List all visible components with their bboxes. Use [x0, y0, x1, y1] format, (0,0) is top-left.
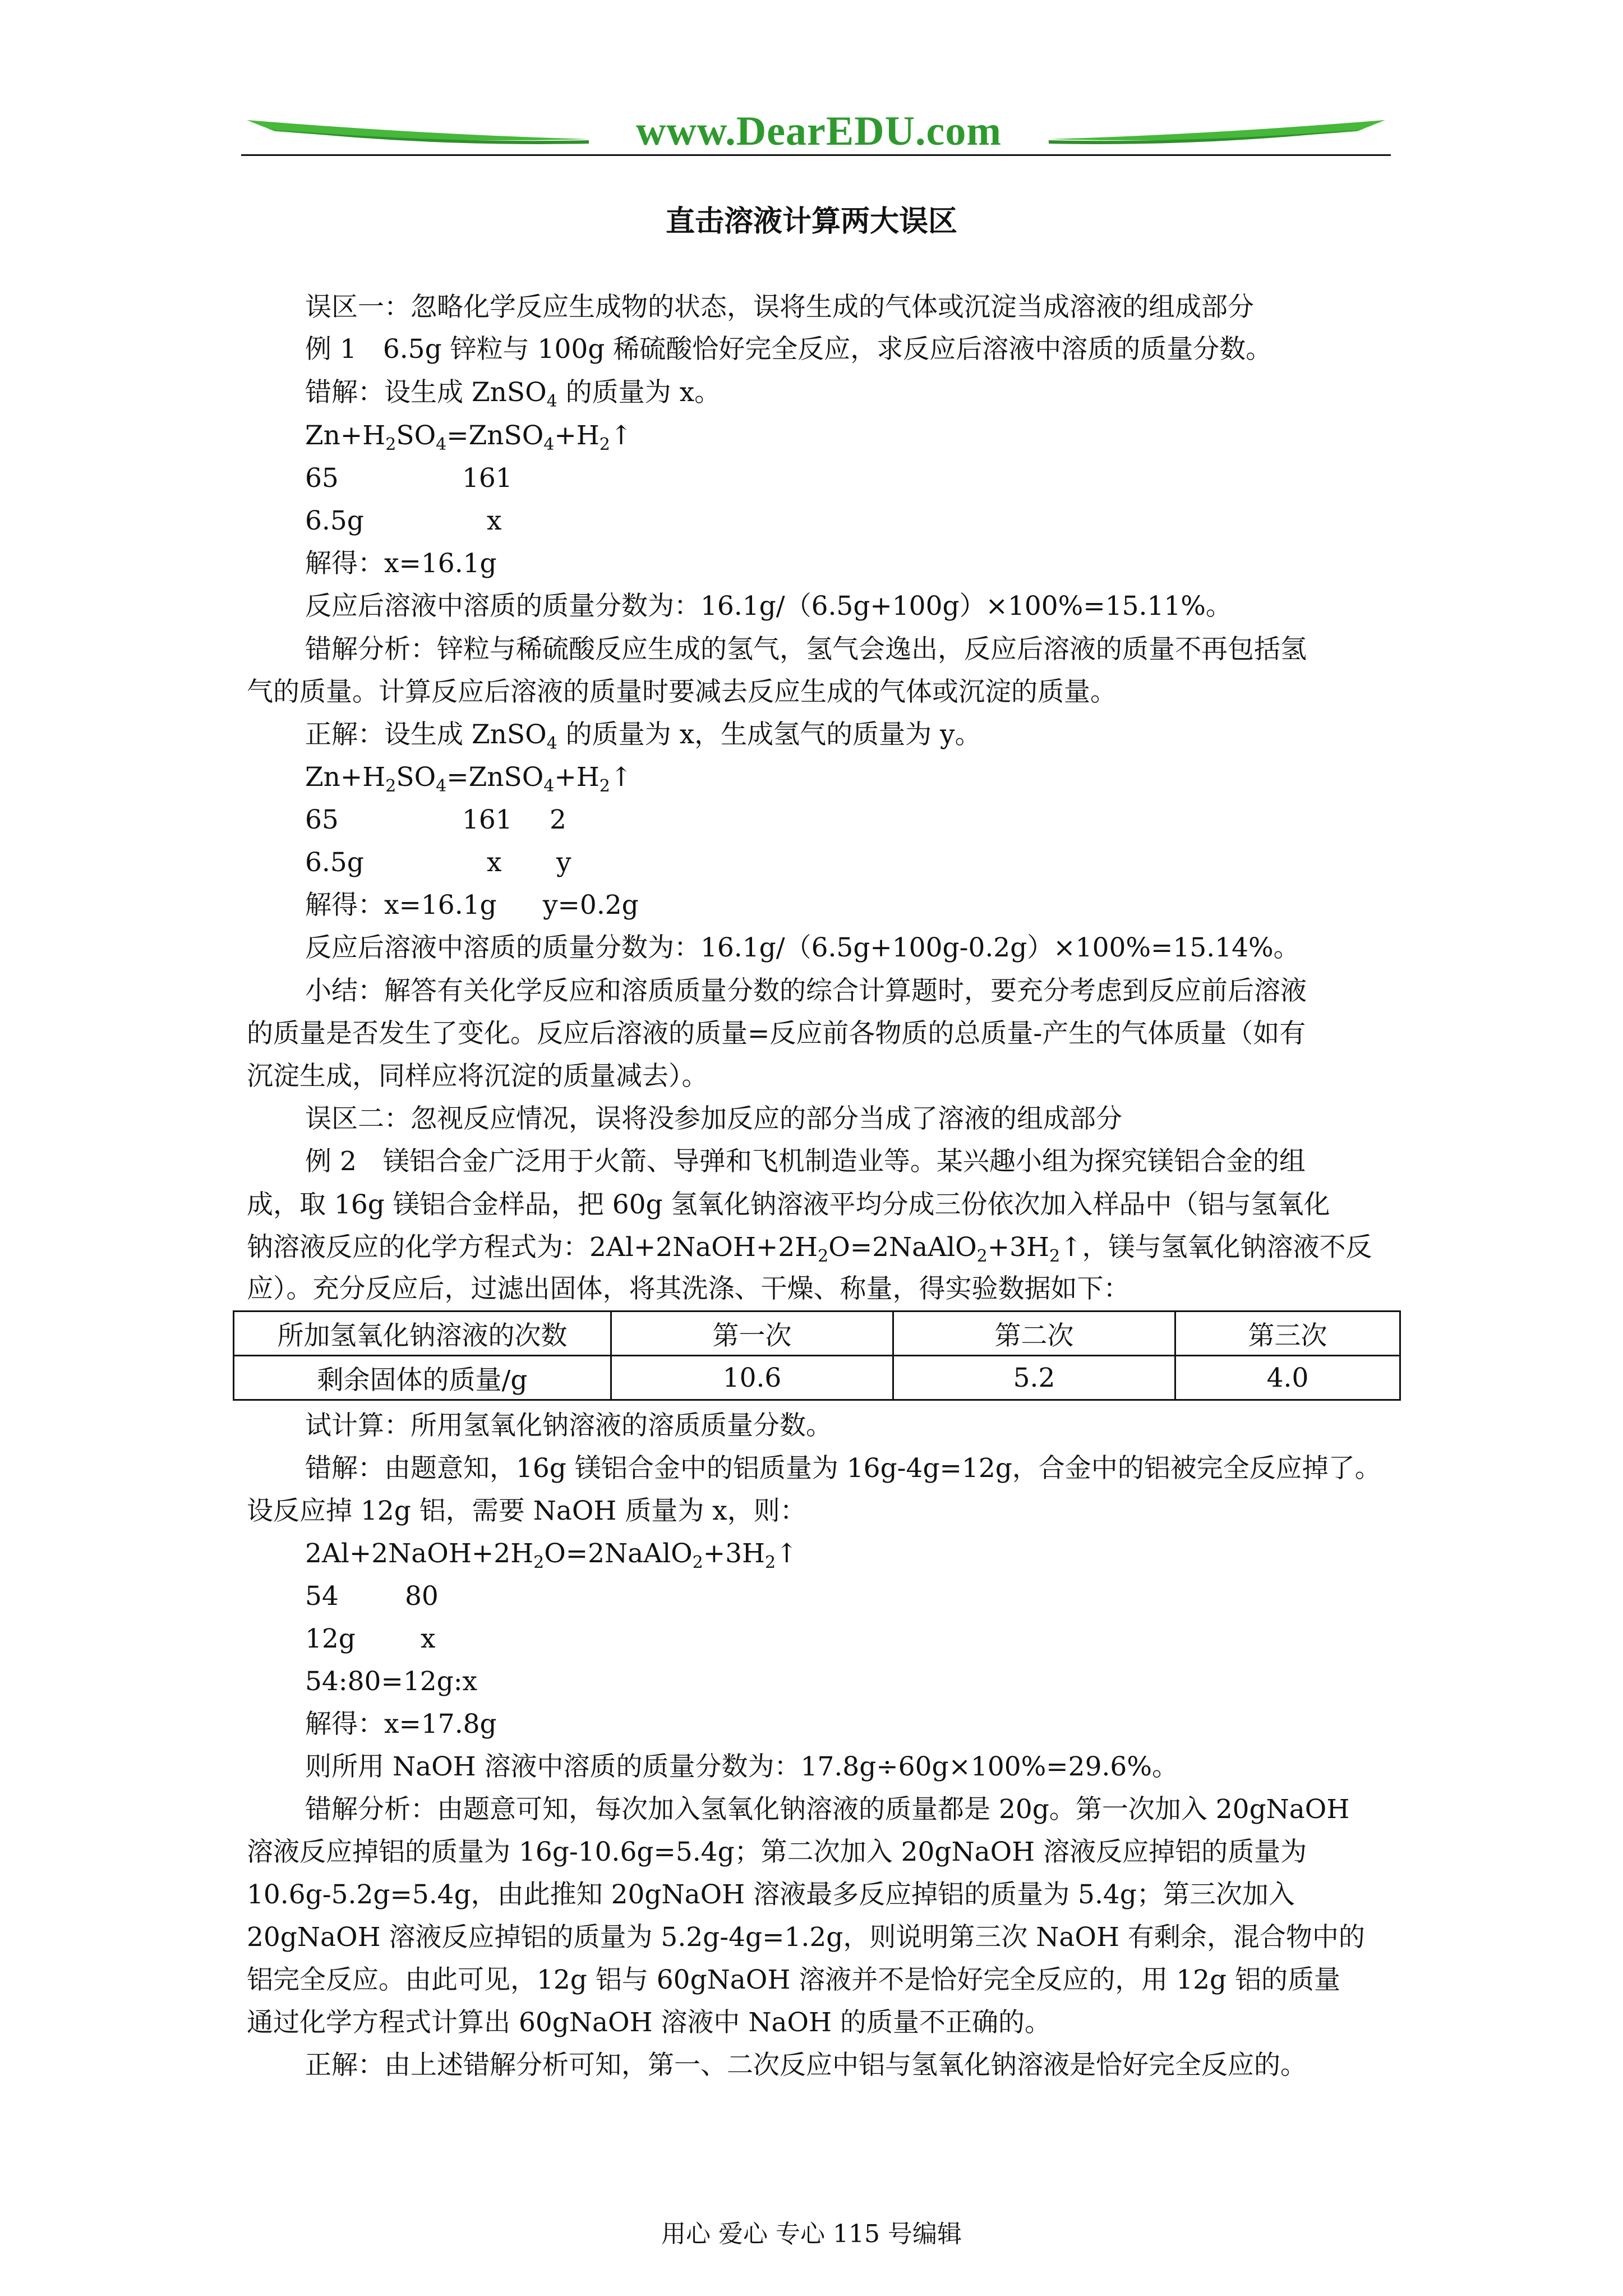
page-title: 直击溶液计算两大误区: [665, 204, 957, 238]
text-line: 解得：x=17.8g: [305, 1709, 497, 1740]
text-line: 错解：由题意知，16g 镁铝合金中的铝质量为 16g-4g=12g，合金中的铝被完全反应掉了。: [305, 1453, 1381, 1484]
table-header-cell: 所加氢氧化钠溶液的次数: [234, 1312, 611, 1356]
text-line: 错解分析：由题意可知，每次加入氢氧化钠溶液的质量都是 20g。第一次加入 20gNaOH: [305, 1794, 1350, 1825]
text-line: 例 2 镁铝合金广泛用于火箭、导弹和飞机制造业等。某兴趣小组为探究镁铝合金的组: [305, 1146, 1306, 1177]
text-line: 气的质量。计算反应后溶液的质量时要减去反应生成的气体或沉淀的质量。: [247, 677, 1117, 707]
text-line: 试计算：所用氢氧化钠溶液的溶质质量分数。: [305, 1410, 832, 1441]
table-cell: 10.6: [611, 1356, 893, 1400]
table-cell: 5.2: [893, 1356, 1175, 1400]
page-header: [241, 108, 1391, 163]
page-footer: 用心 爱心 专心 115 号编辑: [661, 2220, 962, 2248]
text-line: 反应后溶液中溶质的质量分数为：16.1g/（6.5g+100g-0.2g）×100%=15.14%。: [305, 932, 1300, 963]
text-line: 例 1 6.5g 锌粒与 100g 稀硫酸恰好完全反应，求反应后溶液中溶质的质量分数。: [305, 334, 1272, 365]
text-line: 误区二：忽视反应情况，误将没参加反应的部分当成了溶液的组成部分: [305, 1103, 1122, 1134]
text-line: 解得：x=16.1g: [305, 548, 497, 579]
text-line: 10.6g-5.2g=5.4g，由此推知 20gNaOH 溶液最多反应掉铝的质量为 5.4g；第三次加入: [247, 1879, 1295, 1910]
text-line: 错解分析：锌粒与稀硫酸反应生成的氢气，氢气会逸出，反应后溶液的质量不再包括氢: [305, 634, 1307, 665]
text-line: 铝完全反应。由此可见，12g 铝与 60gNaOH 溶液并不是恰好完全反应的，用 12g 铝的质量: [247, 1964, 1341, 1995]
table-header-cell: 第三次: [1175, 1312, 1400, 1356]
text-line: 应）。充分反应后，过滤出固体，将其洗涤、干燥、称量，得实验数据如下：: [247, 1273, 1130, 1304]
text-line: 则所用 NaOH 溶液中溶质的质量分数为：17.8g÷60g×100%=29.6%。: [305, 1751, 1178, 1782]
text-line: 误区一：忽略化学反应生成物的状态，误将生成的气体或沉淀当成溶液的组成部分: [305, 292, 1254, 323]
text-line: 设反应掉 12g 铝，需要 NaOH 质量为 x，则：: [247, 1496, 806, 1526]
table-cell: 剩余固体的质量/g: [234, 1356, 611, 1400]
text-line: 溶液反应掉铝的质量为 16g-10.6g=5.4g；第二次加入 20gNaOH 溶液反应掉铝的质量为: [247, 1837, 1307, 1867]
text-line: 小结：解答有关化学反应和溶质质量分数的综合计算题时，要充分考虑到反应前后溶液: [305, 976, 1307, 1006]
header-rule: [241, 154, 1391, 156]
chemical-equation: $Zn+H_2SO_4=ZnSO_4+H_2↑$: [305, 420, 633, 454]
table-cell: 4.0: [1175, 1356, 1400, 1400]
table-header-row: [234, 1312, 1400, 1356]
text-line: 成，取 16g 镁铝合金样品，把 60g 氢氧化钠溶液平均分成三份依次加入样品中（铝与氢氧化: [247, 1189, 1330, 1220]
text-line: 反应后溶液中溶质的质量分数为：16.1g/（6.5g+100g）×100%=15.11%。: [305, 591, 1232, 622]
text-line: 错解：设生成 ZnSO$_4$ 的质量为 x。: [305, 377, 721, 411]
table-row: [234, 1356, 1400, 1400]
text-line: 沉淀生成，同样应将沉淀的质量减去）。: [247, 1061, 708, 1092]
chemical-equation: $Zn+H_2SO_4=ZnSO_4+H_2↑$: [305, 762, 633, 796]
experiment-data-table: [233, 1310, 1401, 1401]
text-line: 正解：由上述错解分析可知，第一、二次反应中铝与氢氧化钠溶液是恰好完全反应的。: [305, 2050, 1307, 2081]
text-line: 通过化学方程式计算出 60gNaOH 溶液中 NaOH 的质量不正确的。: [247, 2007, 1051, 2038]
table-header-cell: 第二次: [893, 1312, 1175, 1356]
chemical-equation: $2Al+2NaOH+2H_2O=2NaAlO_2+3H_2↑$: [305, 1538, 798, 1572]
text-line: 正解：设生成 ZnSO$_4$ 的质量为 x，生成氢气的质量为 y。: [305, 719, 981, 753]
text-line: 20gNaOH 溶液反应掉铝的质量为 5.2g-4g=1.2g，则说明第三次 NaOH 有剩余，混合物中的: [247, 1922, 1365, 1953]
table-header-cell: 第一次: [611, 1312, 893, 1356]
site-logo-text: www.DearEDU.com: [635, 108, 1002, 154]
text-line: 的质量是否发生了变化。反应后溶液的质量=反应前各物质的总质量-产生的气体质量（如有: [247, 1018, 1306, 1049]
text-line: 钠溶液反应的化学方程式为：$2Al+2NaOH+2H_2O=2NaAlO_2+3H_2↑$，镁与氢氧化钠溶液不反: [247, 1232, 1372, 1266]
text-line: 54:80=12g:x: [305, 1666, 478, 1697]
